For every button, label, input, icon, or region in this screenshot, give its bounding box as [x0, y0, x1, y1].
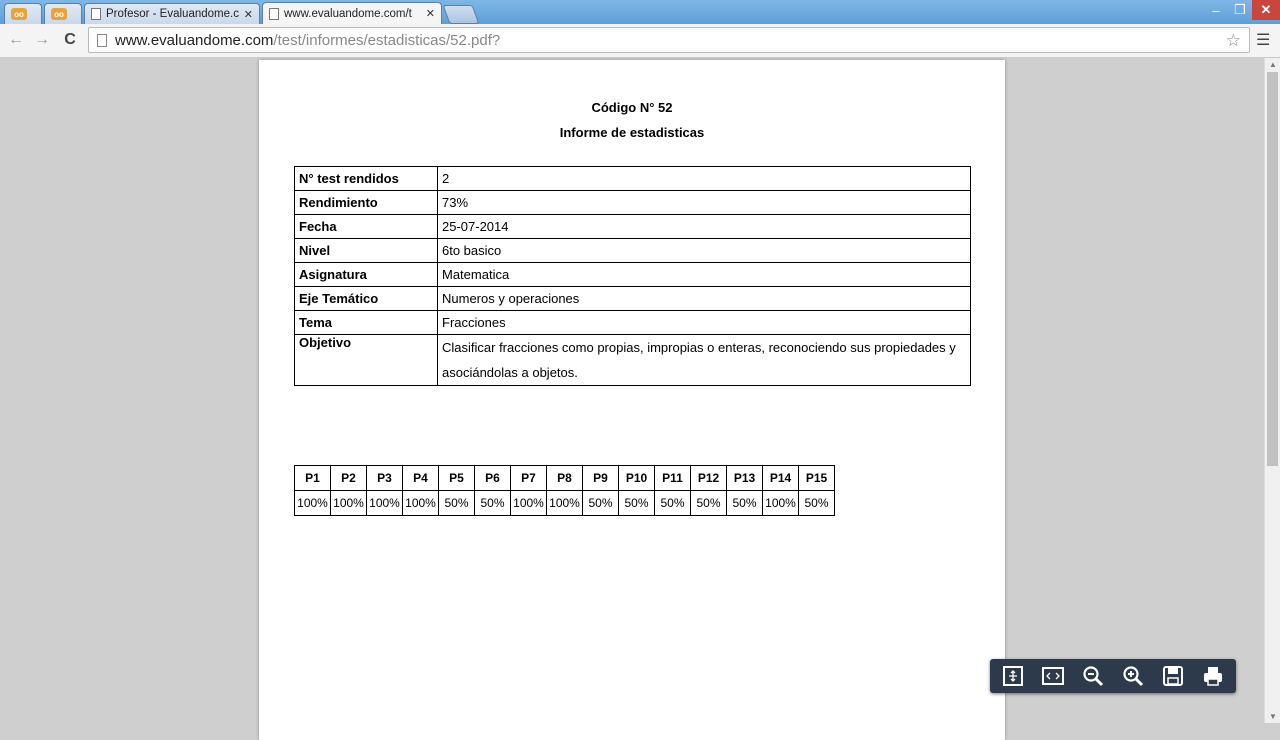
- score-cell: 50%: [727, 491, 763, 516]
- label-cell: N° test rendidos: [295, 167, 438, 191]
- zoom-in-icon: [1122, 665, 1144, 687]
- question-header-cell: P12: [691, 466, 727, 491]
- value-cell: 25-07-2014: [438, 215, 971, 239]
- table-row: [295, 263, 971, 287]
- minimize-button[interactable]: –: [1212, 2, 1220, 18]
- score-row: [295, 491, 835, 516]
- restore-button[interactable]: ❐: [1234, 2, 1246, 17]
- owl-icon: oo: [51, 8, 67, 20]
- score-cell: 100%: [331, 491, 367, 516]
- score-cell: 100%: [763, 491, 799, 516]
- table-row: [295, 287, 971, 311]
- question-scores-table: [294, 465, 835, 516]
- question-header-cell: P10: [619, 466, 655, 491]
- question-header-cell: P11: [655, 466, 691, 491]
- tab-owl-1[interactable]: [4, 3, 42, 24]
- reload-button[interactable]: C: [64, 31, 76, 48]
- question-header-cell: P5: [439, 466, 475, 491]
- question-header-cell: P3: [367, 466, 403, 491]
- label-cell: Asignatura: [295, 263, 438, 287]
- report-code: Código N° 52: [591, 100, 673, 115]
- value-cell: 2: [438, 167, 971, 191]
- bookmark-star-icon[interactable]: ☆: [1225, 31, 1241, 50]
- score-cell: 50%: [583, 491, 619, 516]
- tab-title: www.evaluandome.com/t: [284, 7, 412, 20]
- close-tab-icon[interactable]: ✕: [243, 8, 253, 21]
- scroll-down-icon[interactable]: ▼: [1269, 712, 1277, 721]
- url-text[interactable]: www.evaluandome.com/test/informes/estadisticas/52.pdf?: [115, 31, 501, 49]
- label-cell: Rendimiento: [295, 191, 438, 215]
- owl-icon: oo: [11, 8, 27, 20]
- score-cell: 50%: [475, 491, 511, 516]
- score-cell: 100%: [511, 491, 547, 516]
- save-icon: [1162, 665, 1184, 687]
- table-row: [295, 215, 971, 239]
- score-cell: 50%: [619, 491, 655, 516]
- tab-strip: [0, 0, 1280, 24]
- score-cell: 50%: [691, 491, 727, 516]
- close-window-button[interactable]: ✕: [1252, 0, 1280, 20]
- tab-evaluandome-pdf[interactable]: [262, 2, 442, 24]
- question-header-cell: P4: [403, 466, 439, 491]
- page-icon: [91, 8, 101, 20]
- zoom-out-button[interactable]: [1075, 662, 1110, 690]
- pdf-toolbar: [990, 659, 1236, 693]
- label-cell: Nivel: [295, 239, 438, 263]
- value-cell: Numeros y operaciones: [438, 287, 971, 311]
- question-header-cell: P14: [763, 466, 799, 491]
- address-bar[interactable]: [88, 27, 1250, 53]
- question-header-cell: P2: [331, 466, 367, 491]
- score-cell: 50%: [439, 491, 475, 516]
- page-icon: [97, 34, 107, 47]
- tab-profesor[interactable]: [84, 3, 260, 24]
- scroll-up-icon[interactable]: ▲: [1269, 60, 1277, 69]
- tab-title: Profesor - Evaluandome.c: [106, 8, 239, 20]
- table-row: [295, 167, 971, 191]
- menu-icon[interactable]: ☰: [1256, 32, 1271, 49]
- question-header-cell: P1: [295, 466, 331, 491]
- score-cell: 100%: [547, 491, 583, 516]
- question-header-row: [295, 466, 835, 491]
- value-cell: Clasificar fracciones como propias, impropias o enteras, reconociendo sus propiedades y asociándolas a objetos.: [438, 335, 971, 386]
- value-cell: Fracciones: [438, 311, 971, 335]
- browser-toolbar: [0, 24, 1280, 58]
- score-cell: 50%: [655, 491, 691, 516]
- tab-owl-2[interactable]: [44, 3, 82, 24]
- print-button[interactable]: [1195, 662, 1230, 690]
- pdf-page: [259, 60, 1005, 740]
- table-row: [295, 335, 971, 386]
- question-header-cell: P8: [547, 466, 583, 491]
- table-row: [295, 191, 971, 215]
- table-row: [295, 239, 971, 263]
- question-header-cell: P6: [475, 466, 511, 491]
- score-cell: 50%: [799, 491, 835, 516]
- forward-button[interactable]: →: [34, 31, 50, 48]
- print-icon: [1202, 665, 1224, 687]
- report-title: Informe de estadisticas: [559, 125, 705, 140]
- question-header-cell: P15: [799, 466, 835, 491]
- zoom-in-button[interactable]: [1115, 662, 1150, 690]
- label-cell: Fecha: [295, 215, 438, 239]
- fit-width-icon: [1042, 665, 1064, 687]
- fit-page-icon: [1002, 665, 1024, 687]
- question-header-cell: P9: [583, 466, 619, 491]
- score-cell: 100%: [295, 491, 331, 516]
- scrollbar-thumb[interactable]: [1267, 72, 1278, 466]
- value-cell: Matematica: [438, 263, 971, 287]
- info-table: [294, 166, 971, 386]
- question-header-cell: P7: [511, 466, 547, 491]
- label-cell: Eje Temático: [295, 287, 438, 311]
- scrollbar[interactable]: [1264, 58, 1280, 723]
- page-icon: [269, 8, 279, 20]
- fit-width-button[interactable]: [1035, 662, 1070, 690]
- value-cell: 6to basico: [438, 239, 971, 263]
- table-row: [295, 311, 971, 335]
- close-tab-icon[interactable]: ✕: [425, 8, 435, 20]
- save-button[interactable]: [1155, 662, 1190, 690]
- score-cell: 100%: [403, 491, 439, 516]
- value-cell: 73%: [438, 191, 971, 215]
- label-cell: Objetivo: [295, 335, 438, 386]
- question-header-cell: P13: [727, 466, 763, 491]
- back-button[interactable]: ←: [8, 31, 24, 48]
- fit-page-button[interactable]: [995, 662, 1030, 690]
- new-tab-button[interactable]: [443, 5, 480, 24]
- label-cell: Tema: [295, 311, 438, 335]
- score-cell: 100%: [367, 491, 403, 516]
- zoom-out-icon: [1082, 665, 1104, 687]
